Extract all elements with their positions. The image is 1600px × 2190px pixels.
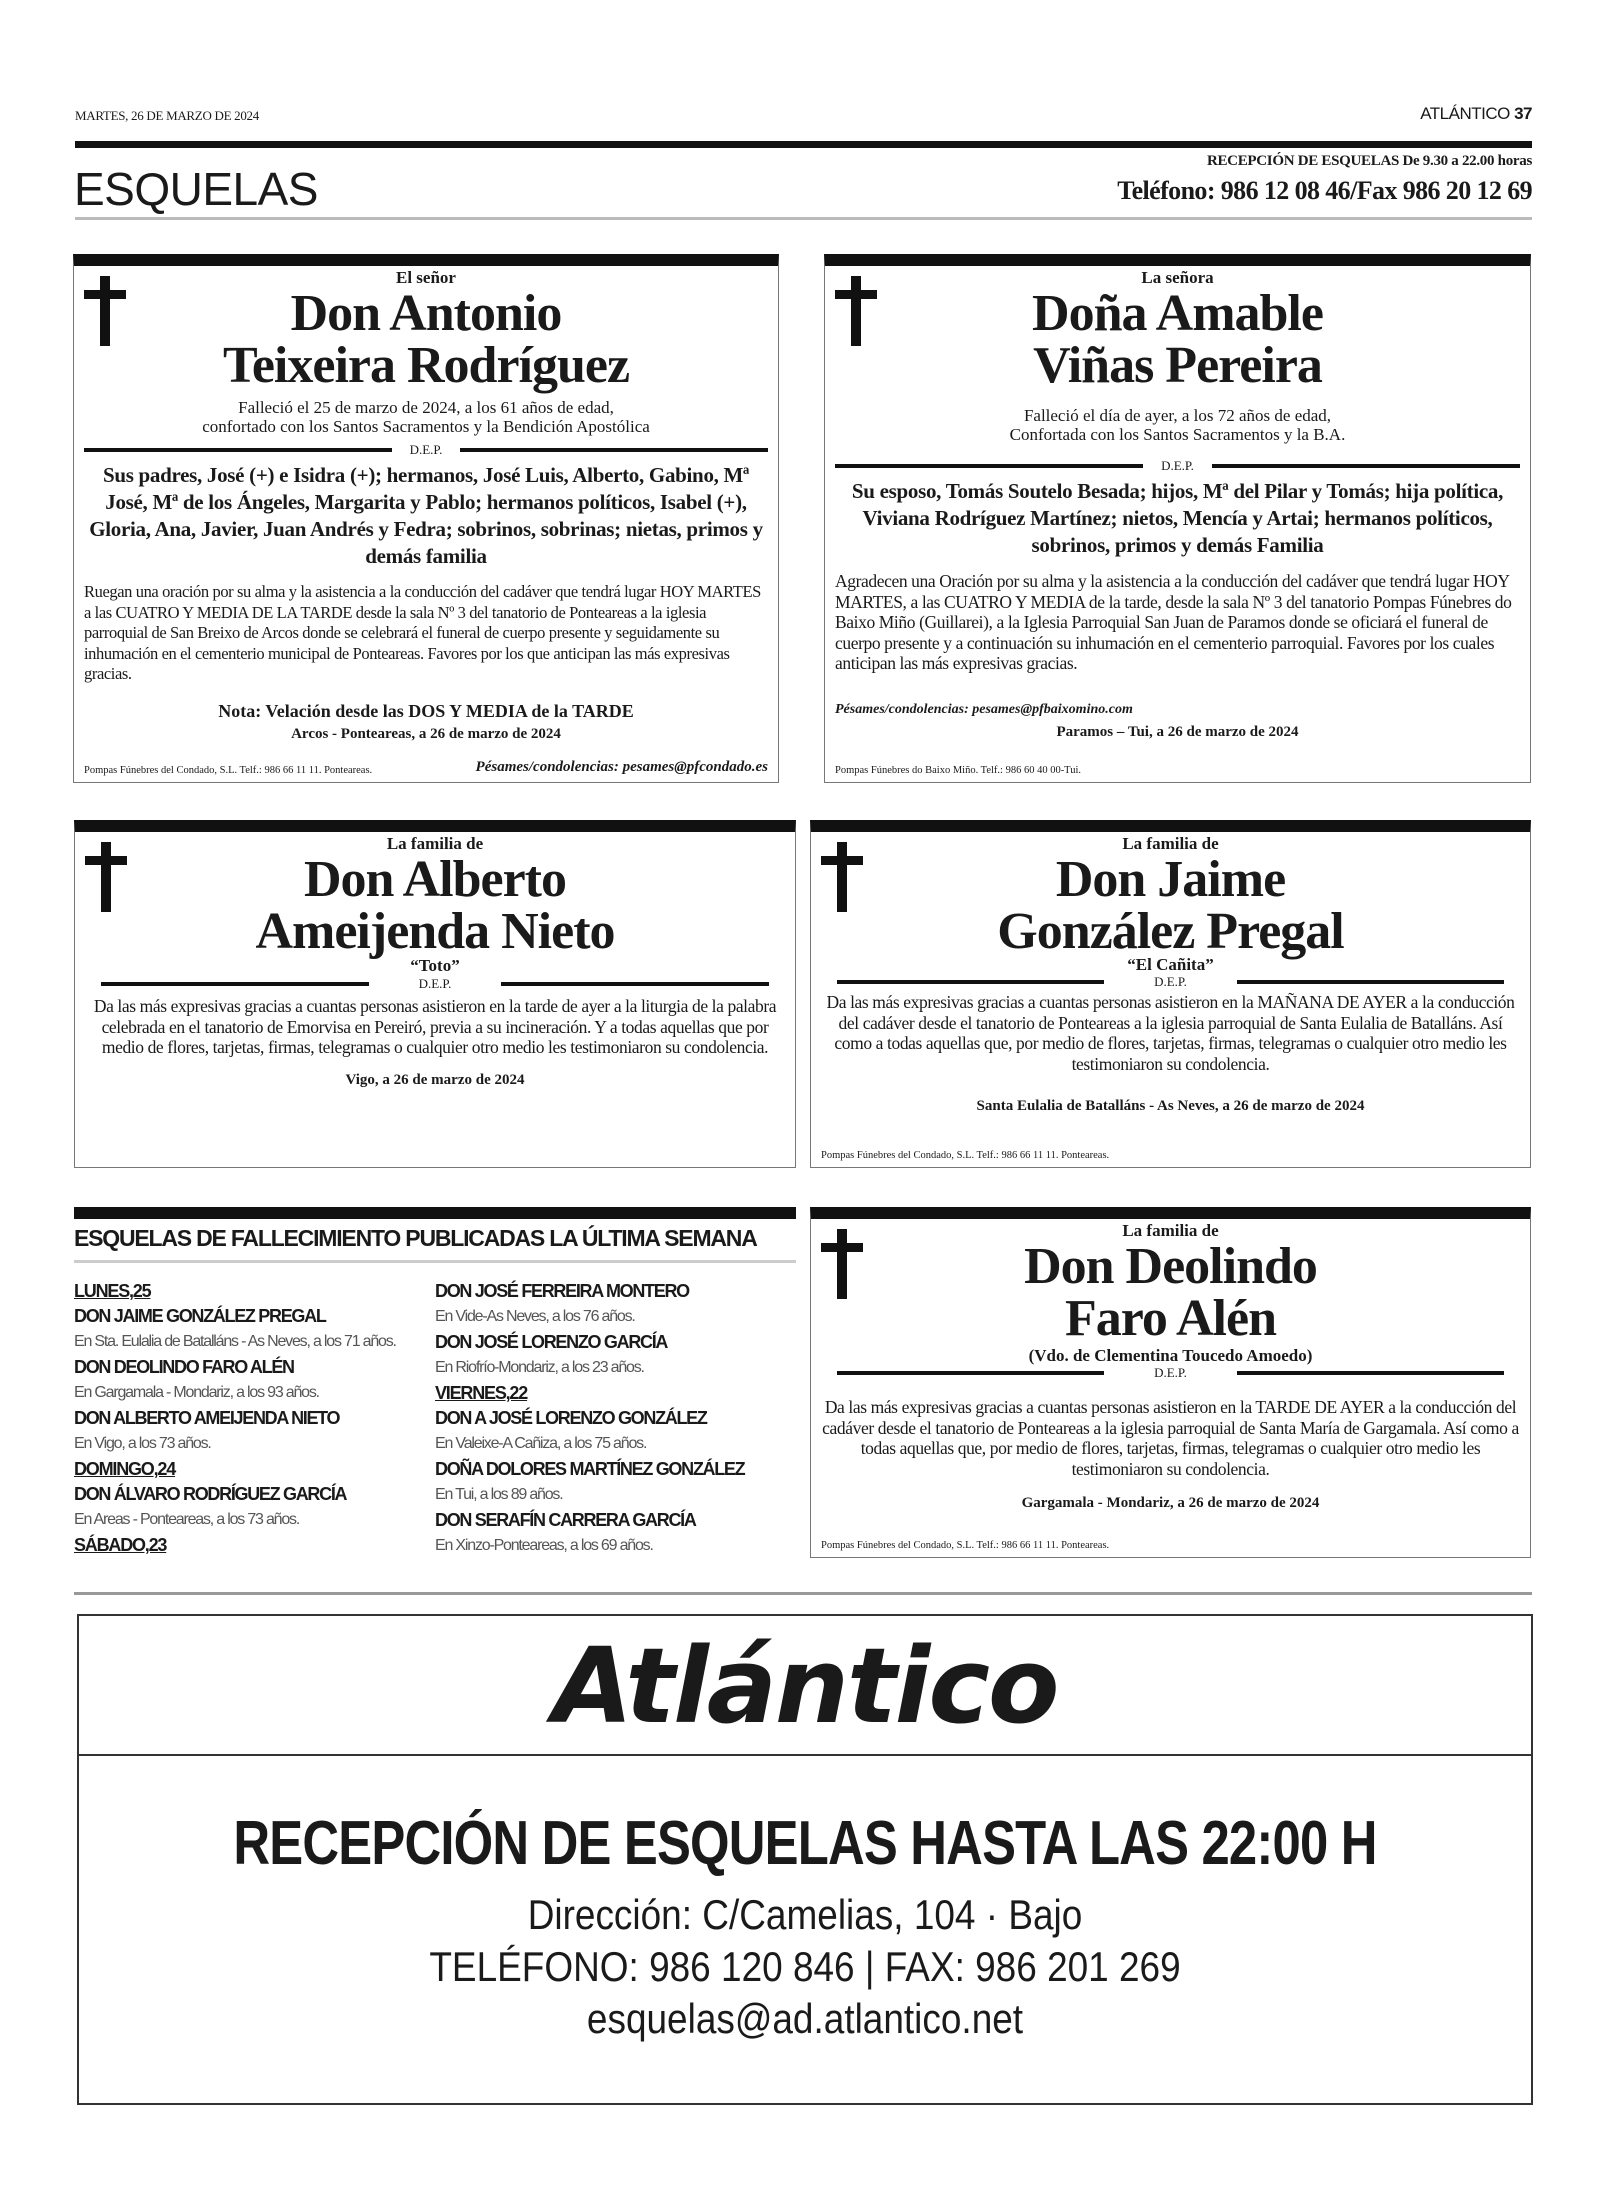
page-number xyxy=(1420,104,1532,124)
wake-note: Nota: Velación desde las DOS Y MEDIA de la TARDE xyxy=(218,700,634,721)
ad-address: Dirección: C/Camelias, 104 · Bajo xyxy=(527,1891,1083,1938)
deceased-detail: En Vide-As Neves, a los 76 años. xyxy=(435,1308,635,1325)
condolences-email: Pésames/condolencias: pesames@pfcondado.es xyxy=(475,759,768,775)
notice-lead: La señora xyxy=(1141,268,1214,287)
weekday-heading: DOMINGO,24 xyxy=(74,1459,176,1479)
deceased-name: DON JOSÉ FERREIRA MONTERO xyxy=(435,1281,689,1301)
deceased-name: Don Alberto xyxy=(304,851,566,908)
dep-label: D.E.P. xyxy=(1161,458,1194,473)
obituary-gonzalez xyxy=(810,820,1531,1168)
deceased-surname: Teixeira Rodríguez xyxy=(222,337,630,394)
death-info-2: Confortada con los Santos Sacramentos y la B.A. xyxy=(1009,425,1346,444)
widower-of: (Vdo. de Clementina Toucedo Amoedo) xyxy=(1028,1346,1313,1365)
deceased-name: Don Deolindo xyxy=(1024,1238,1317,1295)
page-num: 37 xyxy=(1514,104,1532,123)
family-list: Sus padres, José (+) e Isidra (+); hermanos, José Luis, Alberto, Gabino, Mª José, Mª de los Ángeles, Margarita y Pablo; hermanos políticos, Isabel (+), Gloria, Ana, Javier, Juan Andrés y Fedra; sobrinos, sobrinas; nietas, primos y demás familia xyxy=(89,463,763,568)
funeral-home: Pompas Fúnebres del Condado, S.L. Telf.: 986 66 11 11. Ponteareas. xyxy=(84,765,373,776)
obituary-vinas xyxy=(824,254,1531,783)
condolences-email: Pésames/condolencias: pesames@pfbaixomino.com xyxy=(835,701,1133,717)
paper-name: ATLÁNTICO xyxy=(1420,104,1510,123)
cross-icon xyxy=(819,842,865,912)
dep-label: D.E.P. xyxy=(418,976,452,991)
death-info-2: confortado con los Santos Sacramentos y la Bendición Apostólica xyxy=(202,417,650,436)
place-date: Gargamala - Mondariz, a 26 de marzo de 2024 xyxy=(1021,1495,1320,1511)
deceased-name: DON JOSÉ LORENZO GARCÍA xyxy=(435,1332,668,1352)
ad-email[interactable]: esquelas@ad.atlantico.net xyxy=(586,1995,1024,2042)
obituary-faro xyxy=(810,1207,1531,1558)
separator-rule xyxy=(74,1592,1532,1595)
deceased-surname: González Pregal xyxy=(997,903,1344,960)
deceased-detail: En Vigo, a los 73 años. xyxy=(74,1435,211,1452)
dep-label: D.E.P. xyxy=(409,442,443,457)
cross-icon xyxy=(83,842,129,912)
reception-ad xyxy=(77,1614,1533,2105)
notice-body: Da las más expresivas gracias a cuantas personas asistieron en la MAÑANA DE AYER a la conducción del cadáver desde el tanatorio de Ponteareas a la iglesia parroquial de Santa Eulalia de Batalláns. Así como a todas aquellas que, por medio de flores, tarjetas, firmas, telegramas o cualquier otro medio les testimoniaron su condolencia. xyxy=(826,992,1515,1074)
nickname: “El Cañita” xyxy=(1127,955,1214,974)
cross-icon xyxy=(833,276,879,346)
notice-lead: El señor xyxy=(396,268,456,287)
ad-phone: TELÉFONO: 986 120 846 | FAX: 986 201 269 xyxy=(429,1943,1181,1990)
weekday-heading: SÁBADO,23 xyxy=(74,1535,167,1555)
deceased-surname: Faro Alén xyxy=(1064,1290,1277,1347)
deceased-name: DON DEOLINDO FARO ALÉN xyxy=(74,1357,294,1377)
funeral-home: Pompas Fúnebres del Condado, S.L. Telf.: 986 66 11 11. Ponteareas. xyxy=(821,1540,1110,1551)
deceased-name: DON ÁLVARO RODRÍGUEZ GARCÍA xyxy=(74,1484,347,1504)
weekday-heading: LUNES,25 xyxy=(74,1281,151,1301)
deceased-name: Don Antonio xyxy=(290,285,562,342)
deceased-surname: Ameijenda Nieto xyxy=(255,903,615,960)
dep-divider xyxy=(835,458,1520,474)
deceased-detail: En Xinzo-Ponteareas, a los 69 años. xyxy=(435,1537,653,1554)
deceased-name: DON JAIME GONZÁLEZ PREGAL xyxy=(74,1306,326,1326)
dep-divider xyxy=(837,974,1504,990)
obituary-teixeira xyxy=(73,254,779,783)
notice-lead: La familia de xyxy=(1122,1221,1219,1240)
weekday-heading: VIERNES,22 xyxy=(435,1383,528,1403)
notice-body: Da las más expresivas gracias a cuantas personas asistieron en la TARDE DE AYER a la conducción del cadáver desde el tanatorio de Ponteareas a la iglesia parroquial de Santa María de Gargamala. Así como a todas aquellas que, por medio de flores, tarjetas, firmas, telegramas o cualquier otro medio les testimoniaron su condolencia. xyxy=(822,1397,1519,1479)
ad-headline: RECEPCIÓN DE ESQUELAS HASTA LAS 22:00 H xyxy=(233,1809,1377,1878)
dep-label: D.E.P. xyxy=(1154,1365,1187,1380)
deceased-detail: En Sta. Eulalia de Batalláns - As Neves, a los 71 años. xyxy=(74,1333,396,1350)
death-info: Falleció el día de ayer, a los 72 años de edad, xyxy=(1023,406,1332,425)
nickname: “Toto” xyxy=(410,956,460,975)
deceased-detail: En Areas - Ponteareas, a los 73 años. xyxy=(74,1511,300,1528)
notice-body: Agradecen una Oración por su alma y la asistencia a la conducción del cadáver que tendrá lugar HOY MARTES, a las CUATRO Y MEDIA de la tarde, desde la sala Nº 3 del tanatorio Pompas Fúnebres do Baixo Miño (Guillarei), a la Iglesia Parroquial San Juan de Paramos donde se oficiará el funeral de cuerpo presente y a continuación su inhumación en el cementerio parroquial. Favores por los cuales anticipan las más expresivas gracias. xyxy=(835,571,1512,673)
place-date: Paramos – Tui, a 26 de marzo de 2024 xyxy=(1056,723,1299,740)
place-date: Arcos - Ponteareas, a 26 de marzo de 2024 xyxy=(291,725,561,742)
funeral-home: Pompas Fúnebres do Baixo Miño. Telf.: 986 60 40 00-Tui. xyxy=(835,765,1082,776)
place-date: Vigo, a 26 de marzo de 2024 xyxy=(345,1071,525,1088)
reception-hours: RECEPCIÓN DE ESQUELAS De 9.30 a 22.00 horas xyxy=(1206,153,1532,169)
weekly-title: ESQUELAS DE FALLECIMIENTO PUBLICADAS LA ÚLTIMA SEMANA xyxy=(74,1225,796,1263)
atlantico-logo: Atlántico xyxy=(79,1616,1531,1756)
notice-body: Ruegan una oración por su alma y la asistencia a la conducción del cadáver que tendrá lugar HOY MARTES a las CUATRO Y MEDIA DE LA TARDE desde la sala Nº 3 del tanatorio de Ponteareas a la iglesia parroquial de San Breixo de Arcos donde se celebrará el funeral de cuerpo presente y seguidamente su inhumación en el cementerio municipal de Ponteareas. Favores por los que anticipan las más expresivas gracias. xyxy=(84,582,761,683)
obituary-ameijenda xyxy=(74,820,796,1168)
deceased-name: DON A JOSÉ LORENZO GONZÁLEZ xyxy=(435,1408,707,1428)
dep-divider xyxy=(101,976,769,992)
deceased-name: DON ALBERTO AMEIJENDA NIETO xyxy=(74,1408,340,1428)
issue-date: MARTES, 26 DE MARZO DE 2024 xyxy=(75,108,259,123)
deceased-name: Doña Amable xyxy=(1032,285,1323,342)
weekly-column-1 xyxy=(74,1279,435,1559)
cross-icon xyxy=(82,276,128,346)
deceased-name: Don Jaime xyxy=(1055,851,1286,908)
notice-lead: La familia de xyxy=(386,834,484,853)
reception-phone: Teléfono: 986 12 08 46/Fax 986 20 12 69 xyxy=(1117,176,1532,205)
deceased-detail: En Tui, a los 89 años. xyxy=(435,1486,563,1503)
weekly-obituary-list xyxy=(74,1207,796,1572)
dep-divider xyxy=(837,1365,1504,1381)
notice-lead: La familia de xyxy=(1122,834,1219,853)
cross-icon xyxy=(819,1229,865,1299)
death-info: Falleció el 25 de marzo de 2024, a los 61 años de edad, xyxy=(238,398,614,417)
section-title: ESQUELAS xyxy=(74,163,318,215)
place-date: Santa Eulalia de Batalláns - As Neves, a 26 de marzo de 2024 xyxy=(976,1098,1365,1114)
header-rule xyxy=(75,141,1532,148)
dep-divider xyxy=(84,442,768,458)
section-rule xyxy=(75,217,1532,220)
funeral-home: Pompas Fúnebres del Condado, S.L. Telf.: 986 66 11 11. Ponteareas. xyxy=(821,1150,1110,1161)
dep-label: D.E.P. xyxy=(1154,974,1187,989)
deceased-name: DOÑA DOLORES MARTÍNEZ GONZÁLEZ xyxy=(435,1459,745,1479)
deceased-detail: En Riofrío-Mondariz, a los 23 años. xyxy=(435,1359,644,1376)
family-list: Su esposo, Tomás Soutelo Besada; hijos, Mª del Pilar y Tomás; hija política, Viviana Rodríguez Martínez; nietos, Mencía y Artai; hermanos políticos, sobrinos, primos y demás Familia xyxy=(851,479,1504,557)
deceased-name: DON SERAFÍN CARRERA GARCÍA xyxy=(435,1510,696,1530)
deceased-surname: Viñas Pereira xyxy=(1033,337,1322,394)
deceased-detail: En Gargamala - Mondariz, a los 93 años. xyxy=(74,1384,319,1401)
deceased-detail: En Valeixe-A Cañiza, a los 75 años. xyxy=(435,1435,647,1452)
notice-body: Da las más expresivas gracias a cuantas personas asistieron en la tarde de ayer a la liturgia de la palabra celebrada en el tanatorio de Emorvisa en Pereiró, previa a su incineración. Y a todas aquellas que por medio de flores, tarjetas, firmas, telegramas o cualquier otro medio les testimoniaron su condolencia. xyxy=(93,996,777,1057)
weekly-column-2 xyxy=(435,1279,796,1559)
